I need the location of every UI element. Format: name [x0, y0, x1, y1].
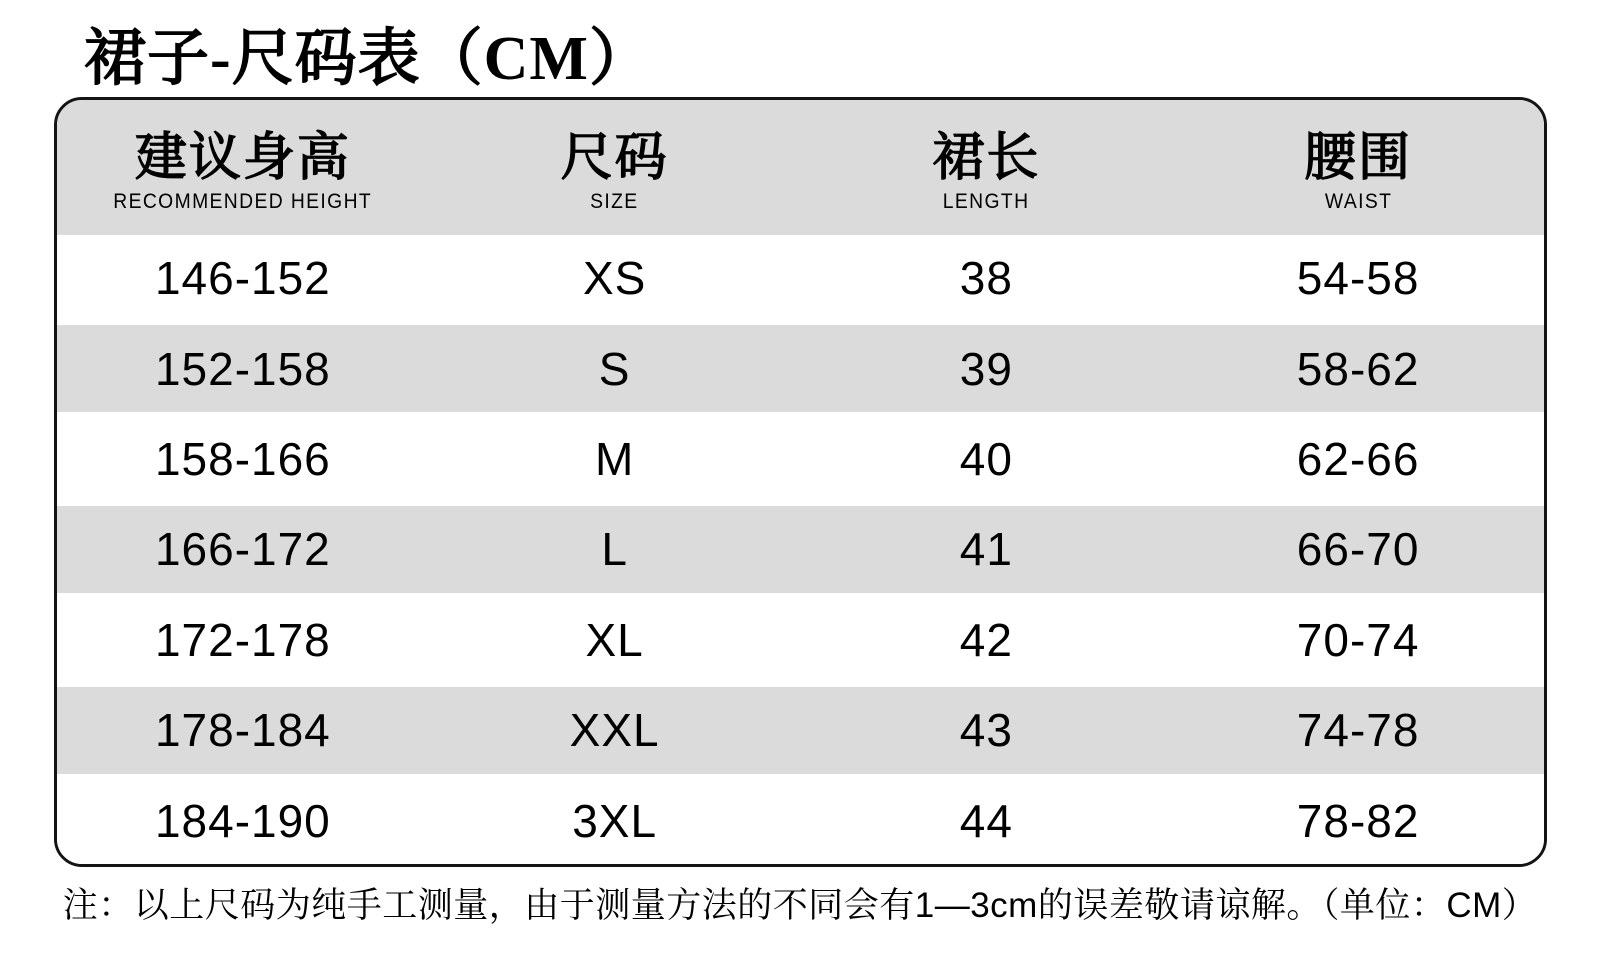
cell-height: 152-158 [154, 342, 331, 395]
cell-height: 146-152 [154, 252, 331, 305]
header-label-en: LENGTH [943, 190, 1030, 214]
cell-size: M [594, 433, 635, 486]
cell-length: 42 [959, 613, 1013, 666]
cell-waist: 54-58 [1296, 252, 1420, 305]
cell-length: 43 [959, 704, 1013, 757]
cell-waist: 66-70 [1296, 523, 1420, 576]
cell-height: 158-166 [154, 433, 331, 486]
table-row-3xl [57, 778, 1544, 864]
cell-height: 184-190 [154, 794, 331, 847]
header-label-zh: 尺码 [560, 128, 669, 187]
table-row-s [57, 321, 1544, 415]
header-label-zh: 裙长 [932, 128, 1041, 187]
header-label-en: WAIST [1324, 190, 1392, 214]
header-cell-length [801, 100, 1173, 235]
table-row-xxl [57, 683, 1544, 777]
measurement-note: 注：以上尺码为纯手工测量，由于测量方法的不同会有1—3cm的误差敬请谅解。（单位：CM） [62, 886, 1538, 925]
cell-waist: 70-74 [1296, 613, 1420, 666]
cell-size: 3XL [572, 794, 658, 847]
table-row-m [57, 416, 1544, 502]
cell-waist: 62-66 [1296, 433, 1420, 486]
page-title: 裙子-尺码表（CM） [84, 25, 652, 93]
header-label-en: SIZE [590, 190, 639, 214]
cell-height: 172-178 [154, 613, 331, 666]
cell-size: XS [582, 252, 647, 305]
size-chart-table [54, 97, 1547, 867]
cell-waist: 58-62 [1296, 342, 1420, 395]
cell-length: 38 [959, 252, 1013, 305]
header-cell-waist [1172, 100, 1544, 235]
table-row-xs [57, 235, 1544, 321]
cell-height: 166-172 [154, 523, 331, 576]
cell-length: 41 [959, 523, 1013, 576]
cell-length: 40 [959, 433, 1013, 486]
cell-size: XXL [569, 704, 660, 757]
cell-waist: 74-78 [1296, 704, 1420, 757]
cell-length: 44 [959, 794, 1013, 847]
cell-height: 178-184 [154, 704, 331, 757]
header-label-zh: 腰围 [1304, 128, 1413, 187]
cell-waist: 78-82 [1296, 794, 1420, 847]
header-label-en: RECOMMENDED HEIGHT [113, 190, 373, 214]
cell-size: S [598, 342, 631, 395]
table-row-xl [57, 597, 1544, 683]
cell-size: L [601, 523, 628, 576]
table-body [57, 235, 1544, 864]
cell-length: 39 [959, 342, 1013, 395]
header-label-zh: 建议身高 [134, 128, 351, 187]
cell-size: XL [585, 613, 644, 666]
table-row-l [57, 502, 1544, 596]
table-header-row [57, 100, 1544, 235]
header-cell-size [429, 100, 801, 235]
header-cell-recommended-height [57, 100, 429, 235]
